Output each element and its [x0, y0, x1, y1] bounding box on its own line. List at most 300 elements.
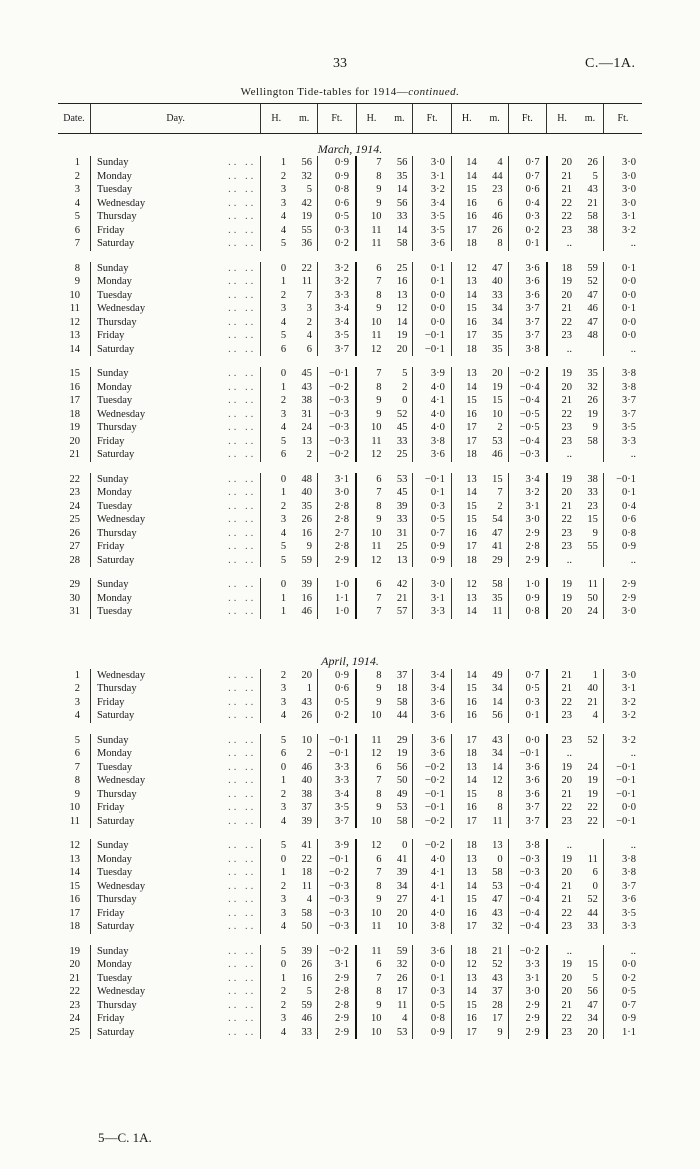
tide-3-hour: 15 [451, 682, 481, 696]
leader-dots: .. .. [228, 945, 257, 957]
tide-1-hour: 1 [261, 592, 291, 606]
leader-dots: .. .. [228, 894, 257, 905]
tide-4-minute: 24 [587, 761, 598, 773]
tide-4-minute: 9 [592, 422, 598, 433]
tide-3-height: 2·9 [508, 999, 547, 1013]
tide-4-minute: 35 [587, 368, 598, 379]
tide-3-minute: 14 [492, 761, 503, 773]
gap-cell [58, 934, 642, 945]
tide-3-hour: 17 [451, 421, 481, 435]
date-cell: 9 [74, 276, 80, 287]
tide-2-minute: 50 [396, 775, 408, 786]
tide-4-height: −0·1 [603, 473, 642, 487]
tide-1-hour: 2 [261, 669, 291, 683]
day-cell [90, 578, 260, 592]
tide-4-minute: 5 [592, 170, 598, 182]
tide-2-height: 3·6 [413, 448, 452, 462]
tide-4-hour: 20 [547, 156, 577, 170]
tide-4-height: 3·0 [603, 183, 642, 197]
tide-2-minute: 56 [396, 157, 408, 168]
gap-cell [58, 567, 642, 578]
leader-dots: .. .. [228, 959, 257, 970]
tide-1-hour: 3 [261, 696, 291, 710]
tide-3-minute: 21 [492, 945, 503, 957]
tide-2-hour: 9 [356, 408, 386, 422]
tide-1-hour: 3 [261, 682, 291, 696]
tide-2-height: 3·6 [413, 747, 452, 761]
tide-4-minute: 58 [587, 211, 598, 222]
tide-3-hour: 12 [451, 578, 481, 592]
tide-4-height: 0·4 [603, 500, 642, 514]
day-cell [90, 747, 260, 761]
tide-4-hour: 23 [547, 540, 577, 554]
tide-2-height: 3·4 [413, 669, 452, 683]
tide-1-minute: 38 [301, 395, 313, 406]
leader-dots: .. .. [228, 986, 257, 997]
day-name: Monday [96, 170, 132, 182]
leader-dots: .. .. [228, 775, 257, 786]
day-name: Sunday [96, 579, 129, 590]
day-cell [90, 224, 260, 238]
table-row [58, 262, 642, 276]
tide-3-height: 3·6 [508, 262, 547, 276]
tide-4-hour: 22 [547, 408, 577, 422]
tide-3-hour: 17 [451, 435, 481, 449]
tide-3-height: 3·6 [508, 289, 547, 303]
tide-2-hour: 9 [356, 999, 386, 1013]
tide-3-height: 2·9 [508, 1026, 547, 1040]
tide-2-minute: 58 [396, 238, 408, 249]
month-heading-row [58, 134, 642, 157]
tide-1-height: −0·3 [318, 880, 357, 894]
tide-3-hour: 14 [451, 880, 481, 894]
tide-4-minute: 48 [587, 330, 598, 341]
tide-3-height: −0·4 [508, 435, 547, 449]
tide-3-height: −0·4 [508, 394, 547, 408]
day-cell [90, 527, 260, 541]
table-row [58, 801, 642, 815]
day-cell [90, 473, 260, 487]
tide-3-hour: 12 [451, 958, 481, 972]
tide-2-hour: 10 [356, 210, 386, 224]
tide-1-minute: 18 [301, 867, 313, 878]
tide-1-hour: 2 [261, 788, 291, 802]
tide-1-height: 3·5 [318, 329, 357, 343]
tide-2-minute: 45 [396, 487, 408, 498]
tide-2-hour: 10 [356, 907, 386, 921]
day-cell [90, 696, 260, 710]
tide-2-hour: 9 [356, 696, 386, 710]
leader-dots: .. .. [228, 224, 257, 236]
tide-1-height: 2·9 [318, 972, 357, 986]
day-name: Sunday [96, 945, 129, 957]
tide-4-height: 3·0 [603, 197, 642, 211]
tide-1-height: 3·4 [318, 316, 357, 330]
date-cell: 24 [69, 1013, 80, 1024]
tide-4-hour: 18 [547, 262, 577, 276]
tide-3-hour: 13 [451, 972, 481, 986]
day-cell [90, 197, 260, 211]
tide-4-minute: 52 [587, 894, 598, 905]
table-row [58, 578, 642, 592]
tide-3-height: 0·1 [508, 237, 547, 251]
tide-4-minute: 20 [587, 1026, 598, 1038]
tide-1-height: 2·9 [318, 1012, 357, 1026]
day-name: Wednesday [96, 514, 146, 525]
table-row [58, 880, 642, 894]
tide-2-height: 3·9 [413, 367, 452, 381]
tide-4-height: 3·5 [603, 907, 642, 921]
tide-2-minute: 4 [402, 1013, 408, 1024]
day-cell [90, 880, 260, 894]
table-row [58, 197, 642, 211]
date-cell: 15 [69, 368, 80, 379]
tide-3-hour: 15 [451, 893, 481, 907]
header-feet: Ft. [508, 104, 547, 134]
tide-2-minute: 16 [396, 276, 408, 287]
tide-3-minute: 9 [497, 1026, 503, 1038]
tide-1-height: 0·8 [318, 183, 357, 197]
tide-3-height: 3·6 [508, 275, 547, 289]
leader-dots: .. .. [228, 788, 257, 800]
day-name: Saturday [96, 710, 135, 721]
tide-2-hour: 12 [356, 839, 386, 853]
tide-1-height: −0·2 [318, 866, 357, 880]
week-gap-row [58, 251, 642, 262]
tide-3-hour: 14 [451, 289, 481, 303]
tide-3-height: −0·4 [508, 893, 547, 907]
day-cell [90, 682, 260, 696]
date-cell: 8 [74, 775, 80, 786]
tide-2-height: 3·0 [413, 578, 452, 592]
tide-1-height: 3·4 [318, 788, 357, 802]
tide-3-hour: 16 [451, 316, 481, 330]
tide-4-hour: 21 [547, 880, 577, 894]
tide-3-minute: 34 [492, 316, 503, 328]
tide-4-minute: 15 [587, 959, 598, 970]
tide-table-body [58, 134, 642, 1040]
tide-4-minute [577, 343, 603, 357]
tide-4-height: 3·0 [603, 156, 642, 170]
tide-4-minute: 33 [587, 921, 598, 932]
leader-dots: .. .. [228, 1026, 257, 1038]
tide-1-hour: 4 [261, 210, 291, 224]
header-feet: Ft. [603, 104, 642, 134]
day-name: Friday [96, 802, 125, 813]
table-row [58, 761, 642, 775]
tide-3-height: 3·6 [508, 761, 547, 775]
tide-2-height: 0·0 [413, 302, 452, 316]
tide-2-hour: 6 [356, 578, 386, 592]
tide-3-minute: 40 [492, 276, 503, 287]
tide-1-minute: 10 [301, 734, 313, 746]
tide-2-minute: 13 [396, 289, 408, 301]
tide-2-height: 4·0 [413, 853, 452, 867]
tide-3-height: 3·1 [508, 500, 547, 514]
tide-2-minute: 33 [396, 514, 408, 525]
tide-1-height: 0·6 [318, 197, 357, 211]
leader-dots: .. .. [228, 710, 257, 721]
date-cell: 17 [69, 395, 80, 406]
tide-3-minute: 47 [492, 527, 503, 539]
tide-1-minute: 11 [301, 880, 313, 892]
tide-3-hour: 17 [451, 920, 481, 934]
day-name: Sunday [96, 840, 129, 851]
tide-1-height: 3·5 [318, 801, 357, 815]
tide-4-hour: 21 [547, 170, 577, 184]
tide-1-height: −0·3 [318, 893, 357, 907]
tide-1-height: 2·9 [318, 1026, 357, 1040]
tide-1-hour: 0 [261, 367, 291, 381]
tide-1-hour: 3 [261, 893, 291, 907]
tide-3-height: 3·0 [508, 513, 547, 527]
tide-4-height: 3·7 [603, 394, 642, 408]
date-cell: 23 [69, 487, 80, 498]
tide-1-minute: 11 [301, 276, 313, 287]
tide-3-height: 0·9 [508, 592, 547, 606]
leader-dots: .. .. [228, 880, 257, 892]
tide-1-hour: 6 [261, 343, 291, 357]
tide-3-hour: 13 [451, 592, 481, 606]
date-cell: 2 [74, 170, 80, 182]
tide-4-hour: 22 [547, 696, 577, 710]
tide-3-minute: 6 [497, 197, 503, 209]
day-cell [90, 958, 260, 972]
tide-1-hour: 4 [261, 1026, 291, 1040]
tide-1-hour: 5 [261, 945, 291, 959]
tide-3-height: 0·8 [508, 605, 547, 619]
tide-1-minute: 26 [301, 514, 313, 525]
tide-1-minute: 5 [306, 184, 313, 195]
tide-2-height: 3·1 [413, 170, 452, 184]
tide-1-hour: 4 [261, 421, 291, 435]
day-cell [90, 761, 260, 775]
tide-4-minute [577, 747, 603, 761]
tide-2-minute: 11 [397, 999, 408, 1011]
tide-3-height: 3·8 [508, 839, 547, 853]
spacer-cell [58, 619, 642, 647]
date-cell: 16 [69, 381, 80, 393]
day-name: Saturday [96, 815, 135, 827]
leader-dots: .. .. [228, 473, 257, 485]
week-gap-row [58, 723, 642, 734]
leader-dots: .. .. [228, 157, 257, 168]
tide-2-hour: 7 [356, 592, 386, 606]
tide-2-minute: 12 [396, 303, 408, 314]
tide-1-hour: 3 [261, 1012, 291, 1026]
tide-3-minute: 29 [492, 554, 503, 566]
table-row [58, 985, 642, 999]
tide-1-hour: 2 [261, 289, 291, 303]
spacer-row [58, 619, 642, 647]
tide-3-hour: 13 [451, 275, 481, 289]
date-cell: 7 [74, 761, 80, 773]
tide-4-hour: 19 [547, 473, 577, 487]
tide-3-height: 3·4 [508, 473, 547, 487]
tide-3-height: 3·7 [508, 815, 547, 829]
day-name: Tuesday [96, 184, 133, 195]
day-name: Tuesday [96, 867, 133, 878]
tide-3-hour: 17 [451, 1026, 481, 1040]
tide-2-minute: 18 [396, 683, 408, 694]
table-row [58, 853, 642, 867]
tide-3-minute: 19 [492, 381, 503, 393]
tide-1-height: 0·5 [318, 210, 357, 224]
tide-2-hour: 7 [356, 774, 386, 788]
tide-1-minute: 46 [301, 761, 313, 773]
tide-3-height: 2·9 [508, 1012, 547, 1026]
tide-3-minute: 41 [492, 541, 503, 552]
table-row [58, 696, 642, 710]
tide-1-minute: 41 [301, 840, 313, 851]
tide-1-hour: 2 [261, 500, 291, 514]
tide-4-height: 0·1 [603, 262, 642, 276]
day-cell [90, 592, 260, 606]
tide-4-minute: 1 [592, 669, 598, 681]
tide-2-hour: 12 [356, 343, 386, 357]
tide-4-minute: 4 [592, 710, 598, 721]
date-cell: 30 [69, 592, 80, 604]
table-row [58, 381, 642, 395]
tide-4-minute: 44 [587, 907, 598, 919]
tide-1-minute: 24 [301, 422, 313, 433]
tide-1-hour: 6 [261, 747, 291, 761]
tide-4-minute: 40 [587, 683, 598, 694]
tide-1-minute: 55 [301, 224, 313, 236]
tide-2-hour: 10 [356, 1012, 386, 1026]
tide-1-height: −0·3 [318, 907, 357, 921]
tide-2-hour: 10 [356, 421, 386, 435]
day-name: Monday [96, 748, 132, 759]
tide-1-height: −0·3 [318, 920, 357, 934]
day-name: Friday [96, 907, 125, 919]
tide-2-minute: 58 [396, 815, 408, 827]
date-cell: 26 [69, 527, 80, 539]
day-cell [90, 907, 260, 921]
day-name: Tuesday [96, 761, 133, 773]
tide-1-minute: 46 [301, 1013, 313, 1024]
day-name: Monday [96, 592, 132, 604]
day-cell [90, 367, 260, 381]
tide-1-height: −0·2 [318, 381, 357, 395]
leader-dots: .. .. [228, 184, 257, 195]
tide-1-minute: 3 [306, 303, 313, 314]
tide-2-height: 4·1 [413, 394, 452, 408]
day-name: Friday [96, 696, 125, 708]
tide-1-hour: 1 [261, 381, 291, 395]
leader-dots: .. .. [228, 907, 257, 919]
tide-2-height: 4·0 [413, 381, 452, 395]
tide-1-minute: 43 [301, 696, 313, 708]
tide-2-height: −0·1 [413, 343, 452, 357]
tide-1-hour: 3 [261, 197, 291, 211]
table-row [58, 486, 642, 500]
tide-3-minute: 8 [497, 238, 503, 249]
tide-3-minute: 46 [492, 449, 503, 460]
tide-1-height: 3·1 [318, 958, 357, 972]
tide-3-height: 3·8 [508, 343, 547, 357]
tide-3-minute: 8 [497, 802, 503, 813]
tide-3-minute: 26 [492, 224, 503, 236]
tide-1-hour: 5 [261, 540, 291, 554]
tide-1-height: −0·3 [318, 435, 357, 449]
tide-2-hour: 7 [356, 156, 386, 170]
tide-2-hour: 10 [356, 815, 386, 829]
tide-3-height: 0·7 [508, 156, 547, 170]
date-cell: 18 [69, 921, 80, 932]
header-row [58, 104, 642, 134]
tide-1-minute: 16 [301, 972, 313, 984]
tide-3-hour: 14 [451, 985, 481, 999]
tide-4-minute: 38 [587, 224, 598, 236]
day-cell [90, 893, 260, 907]
day-name: Tuesday [96, 972, 133, 984]
tide-2-hour: 9 [356, 513, 386, 527]
leader-dots: .. .. [228, 170, 257, 182]
date-cell: 16 [69, 894, 80, 905]
header-minutes: m. [482, 104, 508, 134]
day-cell [90, 554, 260, 568]
tide-4-height: 0·0 [603, 289, 642, 303]
tide-2-height: 0·1 [413, 275, 452, 289]
tide-3-hour: 15 [451, 183, 481, 197]
date-cell: 28 [69, 554, 80, 566]
table-row [58, 170, 642, 184]
date-cell: 20 [69, 435, 80, 447]
tide-2-height: 0·7 [413, 527, 452, 541]
tide-1-hour: 5 [261, 237, 291, 251]
day-cell [90, 999, 260, 1013]
tide-1-height: 1·0 [318, 578, 357, 592]
leader-dots: .. .. [228, 368, 257, 379]
tide-1-hour: 4 [261, 709, 291, 723]
tide-4-height: 0·1 [603, 302, 642, 316]
tide-2-height: 3·8 [413, 435, 452, 449]
day-name: Wednesday [96, 669, 146, 681]
tide-1-hour: 5 [261, 554, 291, 568]
tide-2-height: 0·9 [413, 540, 452, 554]
tide-4-hour: 21 [547, 394, 577, 408]
tide-3-minute: 12 [492, 775, 503, 786]
tide-2-hour: 10 [356, 1026, 386, 1040]
tide-2-hour: 8 [356, 788, 386, 802]
tide-1-hour: 3 [261, 907, 291, 921]
tide-4-height: 3·8 [603, 866, 642, 880]
tide-4-minute: 43 [587, 184, 598, 195]
tide-1-minute: 36 [301, 238, 313, 249]
tide-4-hour: 23 [547, 1026, 577, 1040]
day-cell [90, 709, 260, 723]
tide-2-hour: 10 [356, 709, 386, 723]
tide-3-hour: 13 [451, 473, 481, 487]
table-row [58, 592, 642, 606]
date-cell: 11 [69, 303, 80, 314]
leader-dots: .. .. [228, 579, 257, 590]
week-gap-row [58, 934, 642, 945]
tide-3-minute: 52 [492, 959, 503, 970]
tide-3-minute: 11 [492, 606, 503, 617]
title-continued: continued. [408, 86, 460, 98]
tide-2-height: 4·1 [413, 893, 452, 907]
tide-3-hour: 16 [451, 709, 481, 723]
tide-4-hour: 21 [547, 669, 577, 683]
tide-3-hour: 14 [451, 381, 481, 395]
tide-4-hour: 20 [547, 289, 577, 303]
tide-3-minute: 14 [492, 696, 503, 708]
tide-3-minute: 47 [492, 262, 503, 274]
leader-dots: .. .. [228, 395, 257, 406]
tide-1-minute: 7 [306, 289, 313, 301]
